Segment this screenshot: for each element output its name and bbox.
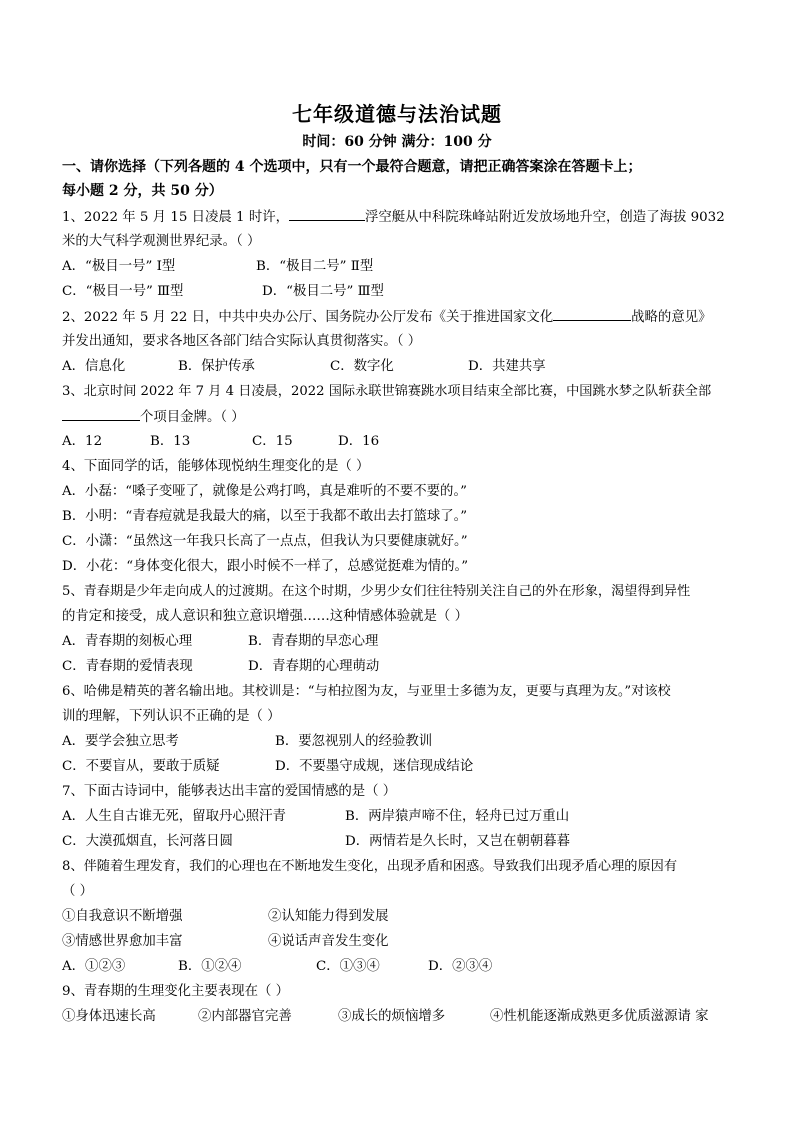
question-3-stem: 3、北京时间 2022 年 7 月 4 日凌晨，2022 国际永联世锦赛跳水项目结束全部比赛，中国跳水梦之队斩获全部 [62, 384, 712, 399]
q9-item-4: ④性机能逐渐成熟更多优质滋源请 家 [490, 1009, 709, 1024]
page-title: 七年级道德与法治试题 [292, 102, 502, 126]
q4-option-c: C．小潇：“虽然这一年我只长高了一点点，但我认为只要健康就好。” [62, 534, 468, 549]
q2-stem-part1: 2、2022 年 5 月 22 日，中共中央办公厅、国务院办公厅发布《关于推进国家文化 [62, 310, 554, 325]
q9-item-3: ③成长的烦恼增多 [338, 1009, 446, 1024]
q4-option-d: D．小花：“身体变化很大，跟小时候不一样了，总感觉挺难为情的。” [62, 559, 469, 574]
q8-item-3: ③情感世界愈加丰富 [62, 934, 183, 949]
q5-option-d: D．青春期的心理萌动 [248, 659, 380, 674]
answer-blank [62, 408, 140, 421]
q8-option-c: C．①③④ [316, 959, 380, 974]
answer-blank [553, 308, 631, 321]
section-heading-line1: 一、请你选择（下列各题的 4 个选项中，只有一个最符合题意，请把正确答案涂在答题卡上； [62, 159, 642, 175]
q8-option-d: D．②③④ [428, 959, 493, 974]
q4-option-a: A．小磊：“嗓子变哑了，就像是公鸡打鸣，真是难听的不要不要的。” [62, 484, 467, 499]
q9-item-1: ①身体迅速长高 [62, 1009, 156, 1024]
q1-option-a: A．“极目一号” Ⅰ型 [62, 259, 176, 274]
q6-option-b: B．要忽视别人的经验教训 [275, 734, 433, 749]
q4-option-b: B．小明：“青春痘就是我最大的痛，以至于我都不敢出去打篮球了。” [62, 509, 468, 524]
q8-item-2: ②认知能力得到发展 [268, 909, 389, 924]
question-4-stem: 4、下面同学的话，能够体现悦纳生理变化的是（ ） [62, 459, 370, 474]
q5-stem-part2: 的肯定和接受，成人意识和独立意识增强……这种情感体验就是（ ） [62, 609, 468, 624]
q2-stem-part2: 战略的意见》 [631, 310, 712, 325]
q6-option-c: C．不要盲从，要敢于质疑 [62, 759, 220, 774]
question-8-stem: 8、伴随着生理发育，我们的心理也在不断地发生变化，出现矛盾和困惑。导致我们出现矛盾心理的原因有 [62, 859, 678, 874]
q1-stem-part1: 1、2022 年 5 月 15 日凌晨 1 时许， [62, 210, 289, 225]
question-1-stem [62, 208, 725, 227]
q3-stem-part2: 个项目金牌。（ ） [140, 410, 245, 425]
q7-option-a: A．人生自古谁无死，留取丹心照汗青 [62, 809, 286, 824]
q2-option-b: B．保护传承 [178, 359, 255, 374]
exam-time-score: 时间：60 分钟 满分：100 分 [302, 134, 492, 150]
section-heading-line2: 每小题 2 分，共 50 分） [62, 183, 223, 199]
q5-option-b: B．青春期的早恋心理 [248, 634, 379, 649]
q1-stem-part3: 米的大气科学观测世界纪录。（ ） [62, 234, 261, 249]
q3-option-d: D．16 [338, 434, 380, 449]
q6-option-d: D．不要墨守成规，迷信现成结论 [275, 759, 474, 774]
q2-option-a: A．信息化 [62, 359, 126, 374]
q7-option-c: C．大漠孤烟直，长河落日圆 [62, 834, 233, 849]
q2-option-d: D．共建共享 [468, 359, 546, 374]
q6-stem-part2: 训的理解，下列认识不正确的是（ ） [62, 709, 281, 724]
q3-option-a: A．12 [62, 434, 103, 449]
q9-item-2: ②内部器官完善 [198, 1009, 292, 1024]
q1-option-d: D．“极目二号” Ⅲ型 [262, 284, 384, 299]
question-5-stem: 5、青春期是少年走向成人的过渡期。在这个时期，少男少女们往往特别关注自己的外在形象，渴望得到异性 [62, 584, 691, 599]
question-2-stem [62, 308, 712, 327]
q7-option-d: D．两情若是久长时，又岂在朝朝暮暮 [345, 834, 570, 849]
q2-option-c: C．数字化 [330, 359, 394, 374]
question-6-stem: 6、哈佛是精英的著名输出地。其校训是：“与柏拉图为友，与亚里士多德为友，更要与真理为友。”对该校 [62, 684, 671, 699]
q1-option-b: B．“极目二号” Ⅱ型 [256, 259, 374, 274]
q1-option-c: C．“极目一号” Ⅲ型 [62, 284, 184, 299]
question-9-stem: 9、青春期的生理变化主要表现在（ ） [62, 984, 290, 999]
answer-blank [289, 208, 365, 221]
q8-option-a: A．①②③ [62, 959, 126, 974]
q8-item-4: ④说话声音发生变化 [268, 934, 389, 949]
q3-stem-part2-line [62, 408, 245, 427]
q1-stem-part2: 浮空艇从中科院珠峰站附近发放场地升空，创造了海拔 9032 [365, 210, 725, 225]
question-7-stem: 7、下面古诗词中，能够表达出丰富的爱国情感的是（ ） [62, 784, 397, 799]
q8-stem-part2: （ ） [62, 884, 94, 899]
q5-option-a: A．青春期的刻板心理 [62, 634, 193, 649]
q6-option-a: A．要学会独立思考 [62, 734, 179, 749]
q8-option-b: B．①②④ [178, 959, 242, 974]
q3-option-c: C．15 [252, 434, 293, 449]
q5-option-c: C．青春期的爱情表现 [62, 659, 193, 674]
q2-stem-part3: 并发出通知，要求各地区各部门结合实际认真贯彻落实。（ ） [62, 334, 422, 349]
q3-option-b: B．13 [150, 434, 191, 449]
q8-item-1: ①自我意识不断增强 [62, 909, 183, 924]
q7-option-b: B．两岸猿声啼不住，轻舟已过万重山 [345, 809, 570, 824]
